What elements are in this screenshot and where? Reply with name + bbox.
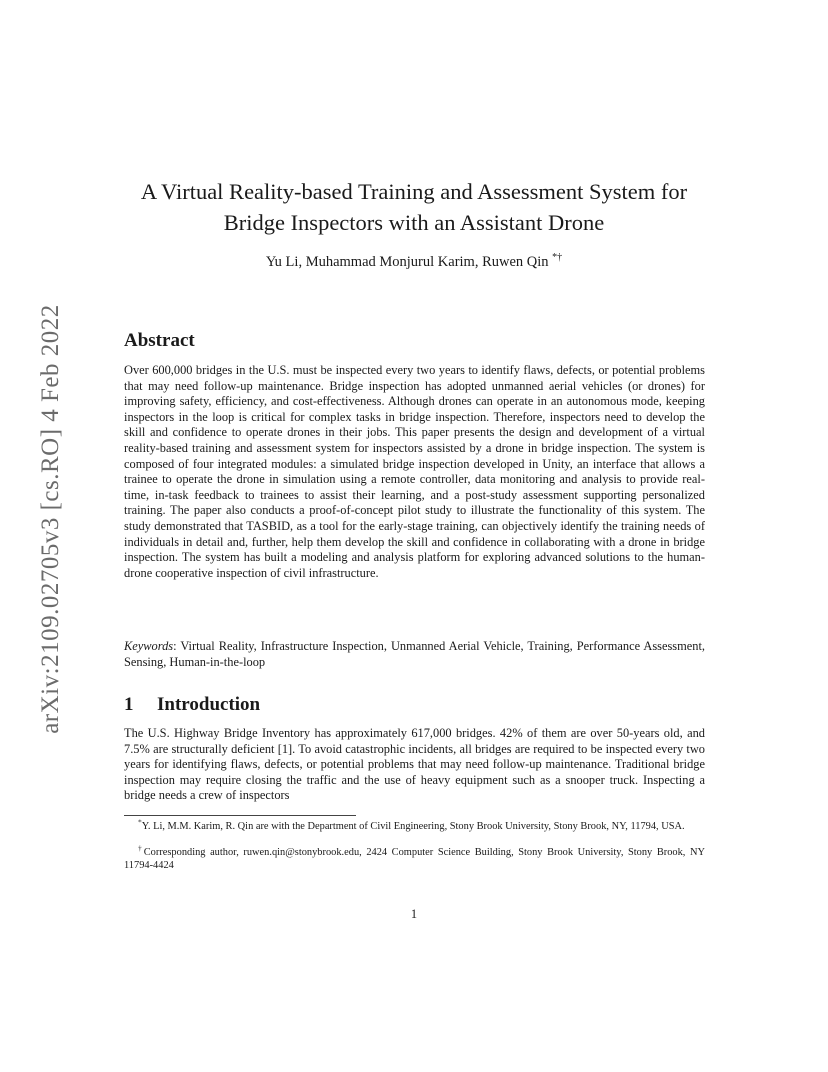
abstract-heading: Abstract bbox=[124, 330, 195, 351]
keywords-label: Keywords bbox=[124, 639, 174, 653]
section-title: Introduction bbox=[157, 694, 261, 715]
footnote-rule bbox=[124, 815, 356, 816]
author-list bbox=[110, 254, 718, 271]
footnote-mark-2: † bbox=[138, 843, 144, 853]
arxiv-identifier-text: arXiv:2109.02705v3 [cs.RO] 4 Feb 2022 bbox=[37, 304, 64, 734]
section-heading-introduction bbox=[124, 694, 260, 716]
keywords bbox=[124, 639, 705, 670]
section-number: 1 bbox=[124, 694, 134, 715]
paper-title: A Virtual Reality-based Training and Assessment System for Bridge Inspectors with an Assistant Drone bbox=[140, 179, 688, 235]
footnote-corresponding-author bbox=[124, 843, 705, 873]
author-names: Yu Li, Muhammad Monjurul Karim, Ruwen Qin bbox=[265, 254, 549, 270]
footnote-affiliation bbox=[124, 817, 705, 833]
footnote-corresponding-text: Corresponding author, ruwen.qin@stonybrook.edu, 2424 Computer Science Building, Stony Brook University, Stony Brook, NY 11794-4424 bbox=[124, 847, 705, 872]
author-footnote-marks: *† bbox=[552, 252, 563, 264]
abstract-body: Over 600,000 bridges in the U.S. must be inspected every two years to identify flaws, defects, or potential problems that may need follow-up maintenance. Bridge inspection has adopted unmanned aerial vehicles (or drones) for improving safety, efficiency, and cost-effectiveness. Although drones can operate in an autonomous mode, keeping inspectors in the loop is critical for complex tasks in bridge inspection. Therefore, inspectors need to develop the skill and confidence to operate drones in their jobs. This paper presents the design and development of a virtual reality-based training and assessment system for inspectors assisted by a drone in bridge inspection. The system is composed of four integrated modules: a simulated bridge inspection developed in Unity, an interface that allows a trainee to operate the drone in simulation using a remote controller, data monitoring and analysis to provide real-time, in-task feedback to trainees to assist their learning, and a post-study assessment supporting personalized training. The paper also conducts a proof-of-concept pilot study to illustrate the functionality of this system. The study demonstrated that TASBID, as a tool for the early-stage training, can objectively identify the training needs of individuals in detail and, further, help them develop the skill and confidence in collaborating with a drone in bridge inspection. The system has built a modeling and analysis platform for exploring advanced solutions to the human-drone cooperative inspection of civil infrastructure. bbox=[124, 363, 705, 580]
footnote-mark-1: * bbox=[138, 817, 142, 827]
keywords-list: : Virtual Reality, Infrastructure Inspection, Unmanned Aerial Vehicle, Training, Performance Assessment, Sensing, Human-in-the-loop bbox=[124, 639, 705, 669]
footnote-affiliation-text: Y. Li, M.M. Karim, R. Qin are with the Department of Civil Engineering, Stony Brook University, Stony Brook, NY, 11794, USA. bbox=[141, 821, 685, 832]
introduction-body: The U.S. Highway Bridge Inventory has approximately 617,000 bridges. 42% of them are over 50-years old, and 7.5% are structurally deficient [1]. To avoid catastrophic incidents, all bridges are required to be inspected every two years for identifying flaws, defects, or potential problems that may need follow-up maintenance. Traditional bridge inspection may require closing the traffic and the use of heavy equipment such as a snooper truck. Inspecting a bridge needs a crew of inspectors bbox=[124, 726, 705, 803]
page-number: 1 bbox=[410, 907, 418, 921]
